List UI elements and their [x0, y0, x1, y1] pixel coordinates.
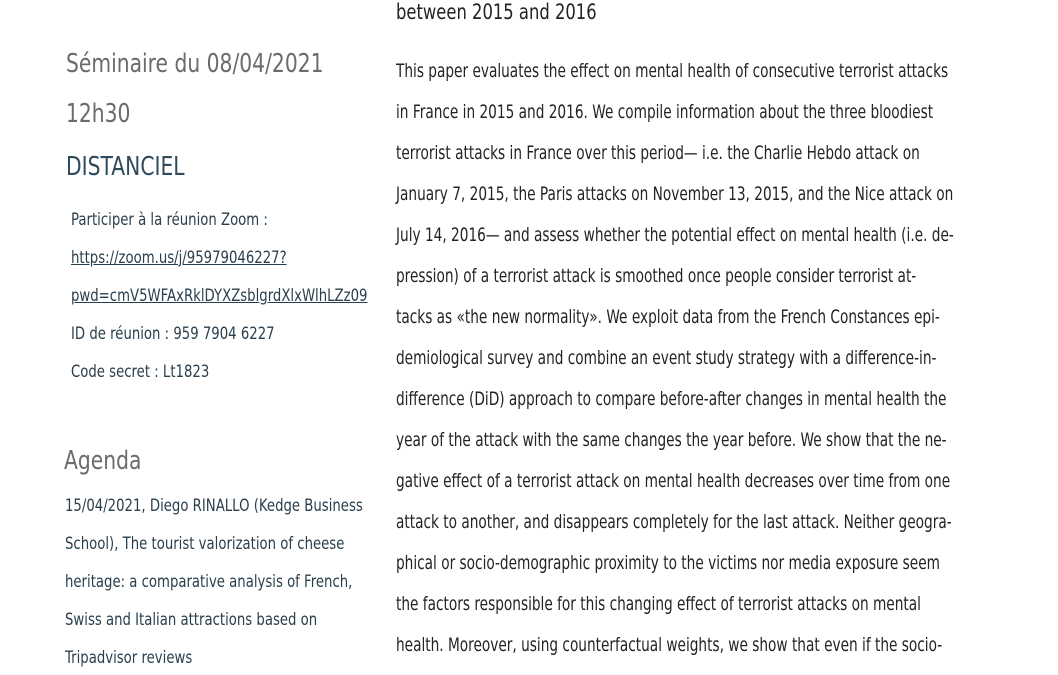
abstract-line [396, 142, 1058, 168]
abstract-line-text: demiological survey and combine an event study strategy with a difference-in- [396, 347, 937, 369]
agenda-line [65, 534, 368, 554]
abstract-line-text: in France in 2015 and 2016. We compile information about the three bloodiest [396, 101, 934, 123]
seminar-time: 12h30 [66, 99, 131, 129]
abstract-line [396, 470, 1058, 496]
abstract-line [396, 552, 1058, 578]
seminar-mode: DISTANCIEL [66, 152, 185, 182]
abstract-line-text: pression) of a terrorist attack is smoothed once people consider terrorist at- [396, 265, 917, 287]
abstract-line-text: phical or socio-demographic proximity to the victims nor media exposure seem [396, 552, 940, 574]
abstract-line-text: attack to another, and disappears completely for the last attack. Neither geogra- [396, 511, 952, 533]
zoom-meeting-link[interactable]: https://zoom.us/j/95979046227? [71, 248, 287, 268]
abstract-line-text: July 14, 2016— and assess whether the potential effect on mental health (i.e. de- [396, 224, 954, 246]
agenda-line [65, 496, 368, 516]
zoom-meeting-link-continued[interactable]: pwd=cmV5WFAxRklDYXZsblgrdXlxWlhLZz09 [71, 286, 368, 306]
agenda-line-text: School), The tourist valorization of cheese [65, 534, 345, 554]
abstract-line [396, 224, 1058, 250]
agenda-heading: Agenda [64, 446, 142, 476]
agenda-line [65, 572, 368, 592]
seminar-date: Séminaire du 08/04/2021 [66, 49, 324, 79]
abstract-line [396, 429, 1058, 455]
abstract-line-text: the factors responsible for this changing effect of terrorist attacks on mental [396, 593, 921, 615]
zoom-intro-text: Participer à la réunion Zoom : [71, 210, 268, 230]
abstract-line-text: This paper evaluates the effect on mental health of consecutive terrorist attacks [396, 60, 949, 82]
abstract-line [396, 634, 1058, 660]
abstract-line [396, 183, 1058, 209]
abstract-line [396, 347, 1058, 373]
abstract-line [396, 388, 1058, 414]
seminar-info-column [0, 0, 380, 675]
abstract-line [396, 60, 1058, 86]
agenda-line-text: heritage: a comparative analysis of French, [65, 572, 353, 592]
abstract-line-text: year of the attack with the same changes the year before. We show that the ne- [396, 429, 947, 451]
abstract-line-text: terrorist attacks in France over this period— i.e. the Charlie Hebdo attack on [396, 142, 920, 164]
zoom-passcode: Code secret : Lt1823 [71, 362, 210, 382]
abstract-line [396, 511, 1058, 537]
agenda-line-text: Tripadvisor reviews [65, 648, 193, 668]
zoom-meeting-id: ID de réunion : 959 7904 6227 [71, 324, 275, 344]
abstract-line [396, 265, 1058, 291]
abstract-line-text: difference (DiD) approach to compare before-after changes in mental health the [396, 388, 947, 410]
abstract-line-text: January 7, 2015, the Paris attacks on November 13, 2015, and the Nice attack on [396, 183, 954, 205]
agenda-line [65, 648, 368, 668]
abstract-line [396, 101, 1058, 127]
agenda-line-text: 15/04/2021, Diego RINALLO (Kedge Business [65, 496, 363, 516]
agenda-line-text: Swiss and Italian attractions based on [65, 610, 318, 630]
abstract-line [396, 306, 1058, 332]
paper-title-tail: between 2015 and 2016 [396, 0, 597, 24]
abstract-line [396, 593, 1058, 619]
abstract-line-text: gative effect of a terrorist attack on mental health decreases over time from one [396, 470, 951, 492]
abstract-line-text: health. Moreover, using counterfactual weights, we show that even if the socio- [396, 634, 943, 656]
agenda-line [65, 610, 368, 630]
abstract-line-text: tacks as «the new normality». We exploit data from the French Constances epi- [396, 306, 940, 328]
